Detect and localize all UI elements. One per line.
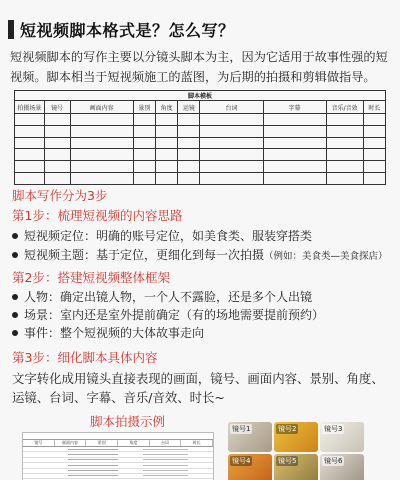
template-column-header: 字幕: [263, 101, 326, 114]
storyboard-frame-2: 镜号2: [274, 422, 318, 452]
template-column-header: 角度: [155, 101, 177, 114]
table-cell: [70, 149, 133, 161]
table-cell: [326, 161, 363, 173]
table-cell: [70, 172, 133, 184]
table-cell: [155, 114, 177, 126]
table-cell: [263, 137, 326, 149]
table-cell: [155, 125, 177, 137]
storyboard-frame-1: 镜号1: [228, 422, 272, 452]
bullet-dot: [12, 252, 18, 258]
table-cell: [133, 172, 155, 184]
demo-table-header: [23, 439, 213, 447]
script-template-table: [14, 90, 386, 185]
step2-title: 第2步：搭建短视频整体框架: [12, 270, 170, 285]
demo-column-header: 景别: [86, 440, 118, 446]
table-cell: [363, 125, 385, 137]
step2-bullet-3: 事件：整个短视频的大体故事走向: [12, 325, 204, 341]
demo-column-header: 台词: [150, 440, 182, 446]
table-cell: [326, 172, 363, 184]
template-column-header: 画面内容: [70, 101, 133, 114]
table-row: [15, 114, 386, 126]
bullet-dot: [12, 294, 18, 300]
table-cell: [178, 114, 200, 126]
table-cell: [178, 161, 200, 173]
demo-column-header: 时长: [181, 440, 213, 446]
template-column-header: 景别: [133, 101, 155, 114]
storyboard-frames: [224, 420, 400, 480]
table-cell: [70, 137, 133, 149]
table-cell: [178, 172, 200, 184]
bullet-dot: [12, 312, 18, 318]
intro-paragraph: 短视频脚本的写作主要以分镜头脚本为主，因为它适用于故事性强的短视频。脚本相当于短视频施工的蓝图，为后期的拍摄和剪辑做指导。: [10, 50, 388, 84]
table-cell: [44, 172, 70, 184]
table-row: [15, 172, 386, 184]
step3-description: 文字转化成用镜头直接表现的画面，镜号、画面内容、景别、角度、运镜、台词、字幕、音乐/音效、时长~: [12, 371, 384, 405]
table-cell: [70, 125, 133, 137]
table-cell: [326, 137, 363, 149]
table-cell: [200, 125, 263, 137]
table-cell: [263, 149, 326, 161]
table-cell: [15, 114, 45, 126]
table-cell: [363, 172, 385, 184]
table-cell: [133, 137, 155, 149]
table-cell: [363, 161, 385, 173]
table-cell: [70, 114, 133, 126]
storyboard-frame-3: 镜号3: [320, 422, 364, 452]
table-cell: [15, 161, 45, 173]
template-column-header: 台词: [200, 101, 263, 114]
table-cell: [263, 172, 326, 184]
table-cell: [15, 172, 45, 184]
table-cell: [15, 125, 45, 137]
demo-column-header: 画面内容: [55, 440, 87, 446]
template-column-header: 时长: [363, 101, 385, 114]
template-column-header: 音乐/音效: [326, 101, 363, 114]
template-caption: 脚本模板: [15, 91, 386, 101]
table-cell: [44, 125, 70, 137]
table-cell: [178, 137, 200, 149]
demo-column-header: 角度: [118, 440, 150, 446]
demo-title: 脚本拍摄示例: [90, 414, 166, 429]
table-cell: [178, 125, 200, 137]
template-column-header: 运镜: [178, 101, 200, 114]
demo-column-header: 镜号: [23, 440, 55, 446]
table-cell: [200, 137, 263, 149]
step1-bullet-1: 短视频定位：明确的账号定位，如美食类、服装穿搭类: [12, 228, 312, 244]
table-cell: [70, 161, 133, 173]
bullet-dot: [12, 330, 18, 336]
bullet-dot: [12, 233, 18, 239]
demo-script-table: [22, 432, 214, 480]
table-cell: [178, 149, 200, 161]
demo-table-rows: [23, 447, 213, 480]
table-cell: [44, 114, 70, 126]
storyboard-frame-4: 镜号4: [228, 454, 272, 480]
step1-title: 第1步：梳理短视频的内容思路: [12, 208, 183, 223]
title-marker: [8, 20, 14, 39]
table-cell: [155, 172, 177, 184]
table-cell: [200, 161, 263, 173]
template-column-header: 镜号: [44, 101, 70, 114]
table-row: [15, 149, 386, 161]
table-cell: [326, 125, 363, 137]
table-cell: [15, 149, 45, 161]
table-cell: [263, 161, 326, 173]
table-cell: [363, 137, 385, 149]
title-row: [8, 18, 235, 41]
table-cell: [326, 114, 363, 126]
table-cell: [363, 149, 385, 161]
table-cell: [363, 114, 385, 126]
table-cell: [44, 161, 70, 173]
table-cell: [133, 149, 155, 161]
table-cell: [15, 137, 45, 149]
step2-bullet-1: 人物：确定出镜人物，一个人不露脸，还是多个人出镜: [12, 289, 312, 305]
table-cell: [263, 125, 326, 137]
page-title: 短视频脚本格式是？怎么写？: [20, 21, 235, 40]
step1-bullet-2: 短视频主题：基于定位，更细化到每一次拍摄（例如：美食类—美食探店）: [12, 247, 388, 265]
table-cell: [44, 137, 70, 149]
table-row: [15, 161, 386, 173]
table-cell: [155, 137, 177, 149]
template-column-header: 拍摄场景: [15, 101, 45, 114]
storyboard-frame-5: 镜号5: [274, 454, 318, 480]
steps-heading: 脚本写作分为3步: [12, 188, 108, 203]
table-cell: [326, 149, 363, 161]
table-cell: [133, 114, 155, 126]
table-cell: [155, 161, 177, 173]
table-row: [15, 137, 386, 149]
table-cell: [133, 125, 155, 137]
table-row: [15, 125, 386, 137]
table-cell: [44, 149, 70, 161]
table-cell: [263, 114, 326, 126]
storyboard-frame-6: 镜号6: [320, 454, 364, 480]
table-cell: [155, 149, 177, 161]
table-cell: [133, 161, 155, 173]
table-cell: [200, 114, 263, 126]
table-cell: [200, 149, 263, 161]
step3-title: 第3步：细化脚本具体内容: [12, 350, 158, 365]
table-cell: [200, 172, 263, 184]
step2-bullet-2: 场景：室内还是室外提前确定（有的场地需要提前预约）: [12, 307, 324, 323]
